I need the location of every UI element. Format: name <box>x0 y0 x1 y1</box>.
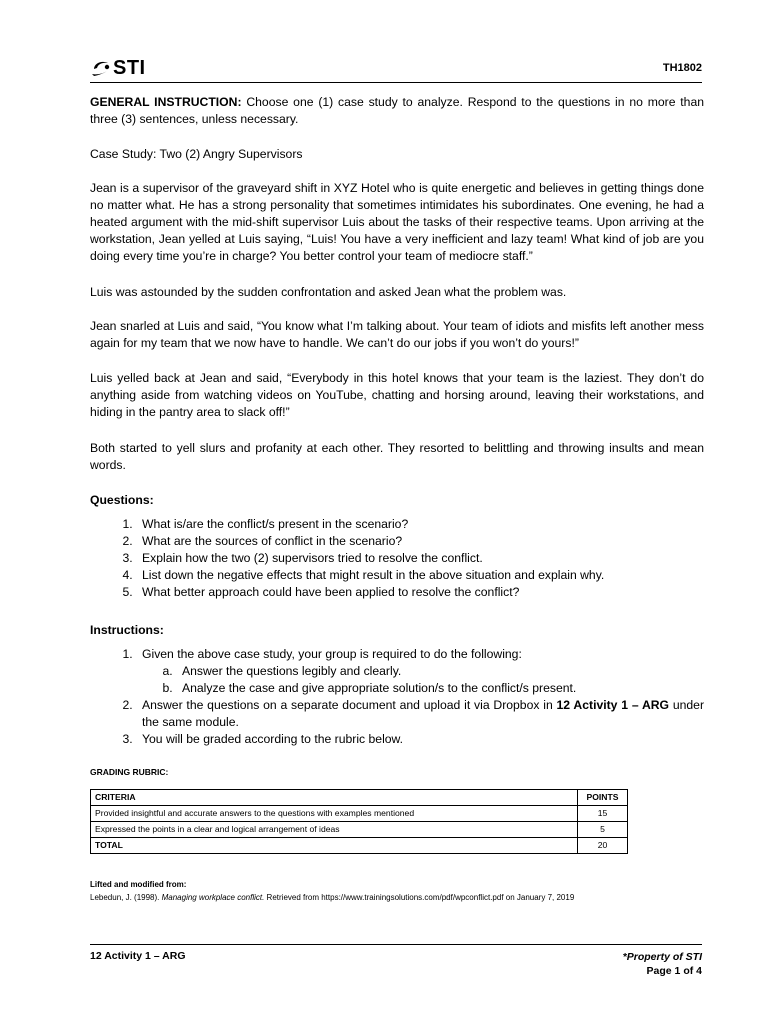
instruction-item-text: Given the above case study, your group is required to do the following: <box>142 647 522 661</box>
instructions-list-wrap <box>90 646 704 748</box>
sti-logo-mark-icon <box>90 59 112 77</box>
document-body <box>90 94 704 128</box>
instructions-heading: Instructions: <box>90 623 164 637</box>
question-item: 1. What is/are the conflict/s present in the scenario? <box>136 516 704 533</box>
questions-heading: Questions: <box>90 493 154 507</box>
points-cell: 5 <box>578 822 628 838</box>
citation-source: Retrieved from https://www.trainingsolutions.com/pdf/wpconflict.pdf on January 7, 2019 <box>264 893 575 902</box>
citation <box>90 893 574 902</box>
criteria-column-header: CRITERIA <box>91 790 578 806</box>
questions-list <box>90 516 704 601</box>
module-name: 12 Activity 1 – ARG <box>556 698 670 712</box>
footer-divider <box>90 944 702 945</box>
instruction-item-text: under the same module. <box>142 698 704 729</box>
instruction-sub-item: b. Analyze the case and give appropriate solution/s to the conflict/s present. <box>176 680 704 697</box>
sti-logo <box>90 58 146 78</box>
table-row <box>91 822 628 838</box>
points-cell: 15 <box>578 806 628 822</box>
total-label: TOTAL <box>91 838 578 854</box>
rubric-label: GRADING RUBRIC: <box>90 767 169 777</box>
header-divider <box>90 82 702 83</box>
general-instruction <box>90 94 704 128</box>
instruction-item-text: Answer the questions on a separate document and upload it via Dropbox in <box>142 698 557 712</box>
criteria-cell: Provided insightful and accurate answers to the questions with examples mentioned <box>91 806 578 822</box>
instruction-item <box>136 697 704 731</box>
points-column-header: POINTS <box>578 790 628 806</box>
table-total-row <box>91 838 628 854</box>
footer-right <box>623 950 702 978</box>
general-instruction-label: GENERAL INSTRUCTION: <box>90 95 242 109</box>
footer-page-number: Page 1 of 4 <box>646 965 702 977</box>
question-item: 5. What better approach could have been applied to resolve the conflict? <box>136 584 704 601</box>
general-instruction-text: Choose one (1) case study to analyze. Respond to the questions in no more than three (3) sentences, unless necessary. <box>90 95 705 126</box>
questions-list-wrap <box>90 516 704 601</box>
instruction-item <box>136 646 704 697</box>
total-points: 20 <box>578 838 628 854</box>
paragraph-3: Jean snarled at Luis and said, “You know what I’m talking about. Your team of idiots and misfits left another mess again for my team that we now have to handle. We can’t do our jobs if you won’t do yours!” <box>90 319 704 350</box>
paragraph-2: Luis was astounded by the sudden confrontation and asked Jean what the problem was. <box>90 285 567 299</box>
citation-title: Managing workplace conflict. <box>161 893 265 902</box>
paragraph-5: Both started to yell slurs and profanity at each other. They resorted to belittling and throwing insults and mean words. <box>90 441 704 472</box>
table-row <box>91 806 628 822</box>
page-header <box>90 58 702 82</box>
footer-module: 12 Activity 1 – ARG <box>90 950 186 962</box>
credit-label: Lifted and modified from: <box>90 880 187 889</box>
citation-author: Lebedun, J. (1998). <box>90 893 162 902</box>
case-title: Case Study: Two (2) Angry Supervisors <box>90 147 303 161</box>
logo-text: STI <box>113 57 146 79</box>
criteria-cell: Expressed the points in a clear and logical arrangement of ideas <box>91 822 578 838</box>
footer-property: *Property of STI <box>622 951 702 963</box>
question-item: 2. What are the sources of conflict in the scenario? <box>136 533 704 550</box>
document-code: TH1802 <box>662 62 702 74</box>
paragraph-1: Jean is a supervisor of the graveyard shift in XYZ Hotel who is quite energetic and believes in getting things done no matter what. He has a strong personality that sometimes intimidates his subordinates. One evening, he had a heated argument with the mid-shift supervisor Luis about the tasks of their respective teams. Upon arriving at the workstation, Jean yelled at Luis saying, “Luis! You have a very inefficient and lazy team! What kind of job are you doing every time you’re in charge? You better control your team of mediocre staff.” <box>90 181 704 263</box>
question-item: 3. Explain how the two (2) supervisors tried to resolve the conflict. <box>136 550 704 567</box>
instructions-list <box>90 646 704 748</box>
paragraph-4: Luis yelled back at Jean and said, “Everybody in this hotel knows that your team is the laziest. They don’t do anything aside from watching videos on YouTube, chatting and horsing around, leaving their workstations, and hiding in the pantry area to slack off!” <box>90 371 704 419</box>
rubric-table <box>90 789 628 854</box>
table-header-row <box>91 790 628 806</box>
instruction-sub-item: a. Answer the questions legibly and clearly. <box>176 663 704 680</box>
instruction-item: 3. You will be graded according to the rubric below. <box>136 731 704 748</box>
instruction-sub-list <box>142 663 704 697</box>
question-item: 4. List down the negative effects that might result in the above situation and explain why. <box>136 567 704 584</box>
